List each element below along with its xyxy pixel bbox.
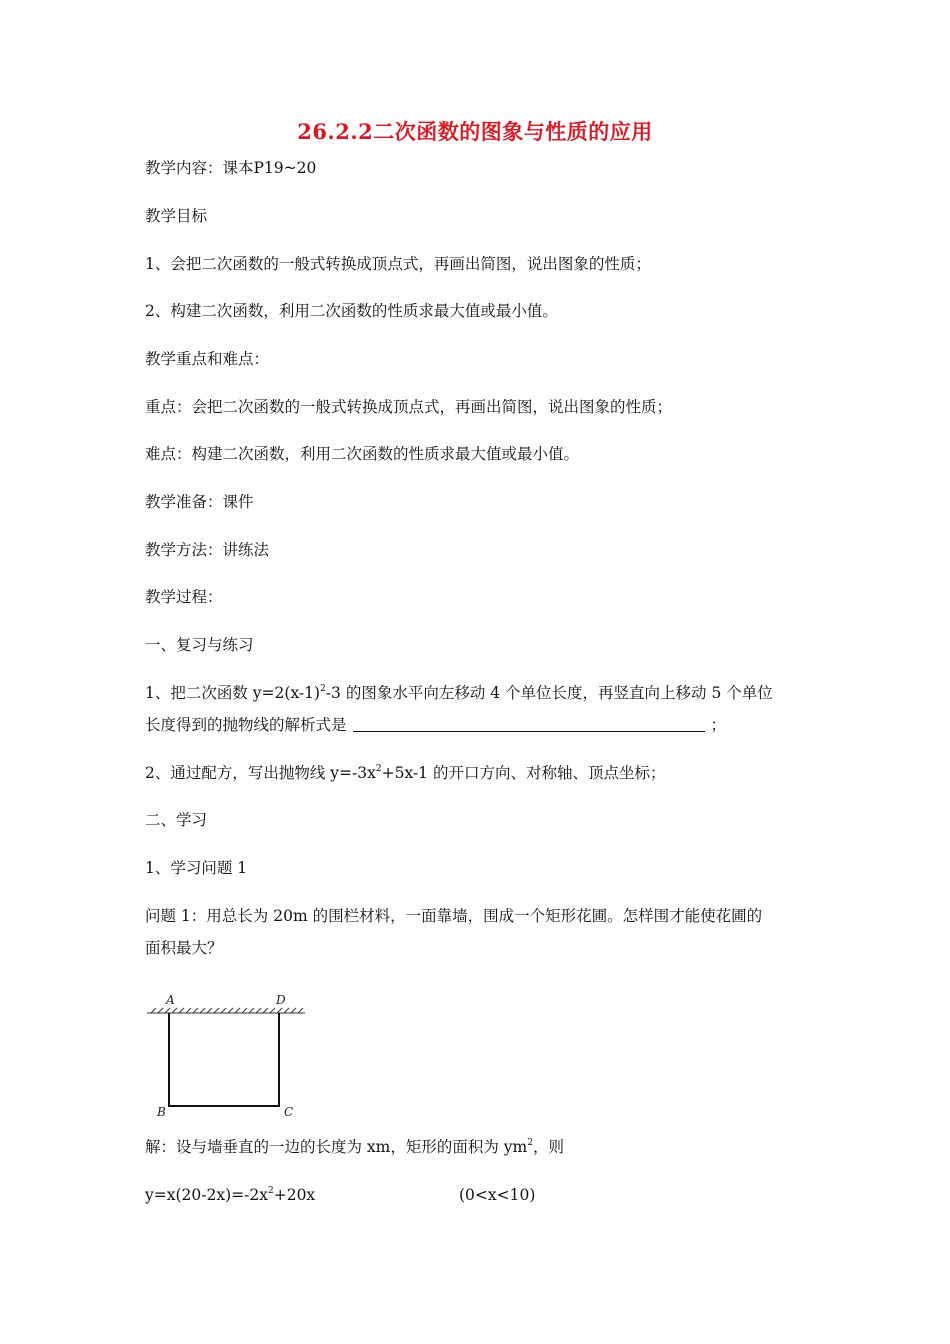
solution-text-b: ，则 xyxy=(532,1138,564,1156)
exponent: 2 xyxy=(267,1186,274,1196)
goal-2: 2、构建二次函数，利用二次函数的性质求最大值或最小值。 xyxy=(145,302,558,320)
document-title: 26.2.2二次函数的图象与性质的应用 xyxy=(297,119,653,144)
answer-blank xyxy=(353,717,705,732)
exercise-1-text-a: 1、把二次函数 y=2(x-1) xyxy=(145,684,321,702)
goals-heading: 教学目标 xyxy=(145,207,208,225)
exercise-1-text-c: 长度得到的抛物线的解析式是 xyxy=(145,716,347,734)
process-heading: 教学过程： xyxy=(145,588,223,606)
teaching-content: 教学内容：课本P19~20 xyxy=(145,159,317,177)
solution-text-a: 解：设与墙垂直的一边的长度为 xm，矩形的面积为 ym xyxy=(145,1138,528,1156)
keypoint-text: 重点：会把二次函数的一般式转换成顶点式，再画出简图，说出图象的性质； xyxy=(145,398,673,416)
formula-domain: (0<x<10) xyxy=(459,1186,536,1204)
keypoints-heading: 教学重点和难点： xyxy=(145,350,270,368)
exercise-1-text-d: ； xyxy=(710,716,727,734)
exercise-1-text-b: -3 的图象水平向左移动 4 个单位长度，再竖直向上移动 5 个单位 xyxy=(325,684,773,702)
exercise-2 xyxy=(145,762,665,784)
exponent: 2 xyxy=(320,684,326,694)
exercise-2-text-b: +5x-1 的开口方向、对称轴、顶点坐标； xyxy=(381,764,666,782)
formula-text-a: y=x(20-2x)=-2x xyxy=(145,1186,268,1204)
exercise-1-line-1 xyxy=(145,682,773,704)
area-formula xyxy=(145,1184,315,1206)
goal-1: 1、会把二次函数的一般式转换成顶点式，再画出简图，说出图象的性质； xyxy=(145,255,651,273)
label-b: B xyxy=(157,1105,166,1119)
label-c: C xyxy=(284,1105,294,1119)
method-text: 教学方法：讲练法 xyxy=(145,541,270,559)
preparation-text: 教学准备：课件 xyxy=(145,493,254,511)
problem-1-line-1: 问题 1：用总长为 20m 的围栏材料，一面靠墙，围成一个矩形花圃。怎样围才能使花圃的 xyxy=(145,907,763,925)
learn-problem-1: 1、学习问题 1 xyxy=(145,859,248,877)
exponent: 2 xyxy=(527,1138,533,1148)
garden-rectangle-figure xyxy=(145,990,315,1120)
label-d: D xyxy=(276,993,286,1007)
section-review: 一、复习与练习 xyxy=(145,636,254,654)
exercise-2-text-a: 2、通过配方，写出抛物线 y=-3x xyxy=(145,764,376,782)
problem-1-line-2: 面积最大？ xyxy=(145,939,223,957)
formula-text-b: +20x xyxy=(273,1186,316,1204)
fence-rectangle xyxy=(169,1013,279,1106)
exponent: 2 xyxy=(375,764,382,774)
exercise-1-line-2 xyxy=(145,714,726,736)
wall-hatching xyxy=(147,1008,305,1013)
section-learn: 二、学习 xyxy=(145,811,208,829)
solution-text xyxy=(145,1136,564,1158)
label-a: A xyxy=(166,993,175,1007)
difficulty-text: 难点：构建二次函数，利用二次函数的性质求最大值或最小值。 xyxy=(145,445,580,463)
